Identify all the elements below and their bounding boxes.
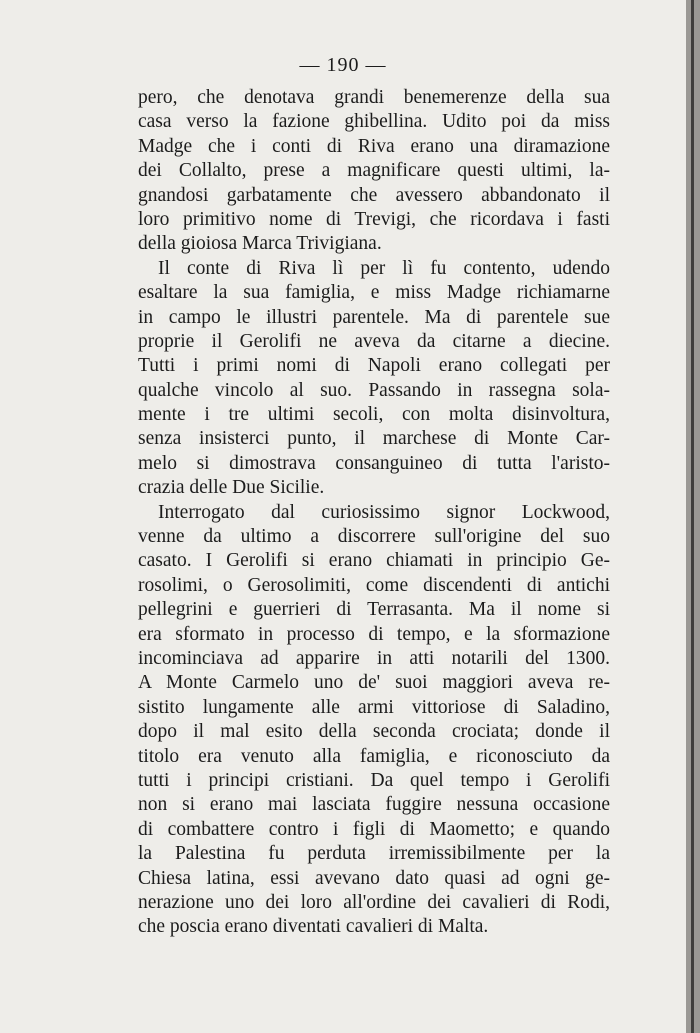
- text-line: pellegrini e guerrieri di Terrasanta. Ma il nome si: [138, 599, 610, 621]
- paragraph: [138, 86, 610, 257]
- spine-shadow: [691, 0, 694, 1033]
- text-line: Interrogato dal curiosissimo signor Lockwood,: [158, 501, 610, 523]
- text-line: casa verso la fazione ghibellina. Udito poi da miss: [138, 111, 610, 133]
- text-line: rosolimi, o Gerosolimiti, come discendenti di antichi: [138, 574, 610, 596]
- paragraph: [138, 257, 610, 501]
- text-line: tutti i principi cristiani. Da quel tempo i Gerolifi: [138, 769, 610, 791]
- text-line: della gioiosa Marca Trivigiana.: [138, 233, 382, 255]
- page-number: — 190 —: [299, 54, 387, 76]
- text-line: nerazione uno dei loro all'ordine dei cavalieri di Rodi,: [138, 891, 610, 913]
- text-line: A Monte Carmelo uno de' suoi maggiori aveva re-: [138, 672, 610, 694]
- text-line: incominciava ad apparire in atti notarili del 1300.: [138, 647, 610, 669]
- text-line: mente i tre ultimi secoli, con molta disinvoltura,: [138, 404, 610, 426]
- text-line: crazia delle Due Sicilie.: [138, 477, 325, 499]
- text-line: casato. I Gerolifi si erano chiamati in principio Ge-: [138, 550, 610, 572]
- body-text: [138, 86, 610, 940]
- book-spine-edge: [686, 0, 700, 1033]
- text-line: dopo il mal esito della seconda crociata; donde il: [138, 721, 610, 743]
- text-line: esaltare la sua famiglia, e miss Madge richiamarne: [138, 282, 610, 304]
- text-line: Chiesa latina, essi avevano dato quasi ad ogni ge-: [138, 867, 610, 889]
- text-line: titolo era venuto alla famiglia, e riconosciuto da: [138, 745, 610, 767]
- text-line: Tutti i primi nomi di Napoli erano collegati per: [138, 355, 610, 377]
- text-line: pero, che denotava grandi benemerenze della sua: [138, 87, 610, 108]
- text-line: gnandosi garbatamente che avessero abbandonato il: [138, 184, 610, 206]
- text-line: venne da ultimo a discorrere sull'origine del suo: [138, 526, 610, 548]
- text-line: proprie il Gerolifi ne aveva da citarne a diecine.: [138, 330, 610, 352]
- text-line: la Palestina fu perduta irremissibilmente per la: [138, 843, 610, 865]
- paragraph: [138, 501, 610, 940]
- text-line: di combattere contro i figli di Maometto; e quando: [138, 818, 610, 840]
- text-line: sistito lungamente alle armi vittoriose di Saladino,: [138, 696, 610, 718]
- text-line: qualche vincolo al suo. Passando in rassegna sola-: [138, 379, 610, 401]
- text-line: era sformato in processo di tempo, e la sformazione: [138, 623, 610, 645]
- text-line: Madge che i conti di Riva erano una diramazione: [138, 135, 610, 157]
- text-line: non si erano mai lasciata fuggire nessuna occasione: [138, 794, 610, 816]
- text-line: Il conte di Riva lì per lì fu contento, udendo: [158, 257, 610, 279]
- text-line: senza insisterci punto, il marchese di Monte Car-: [138, 428, 610, 450]
- text-line: melo si dimostrava consanguineo di tutta l'aristo-: [138, 452, 610, 474]
- text-line: che poscia erano diventati cavalieri di Malta.: [138, 916, 489, 938]
- text-line: loro primitivo nome di Trevigi, che ricordava i fasti: [138, 208, 610, 230]
- text-line: dei Collalto, prese a magnificare questi ultimi, la-: [138, 160, 610, 182]
- text-line: in campo le illustri parentele. Ma di parentele sue: [138, 306, 610, 328]
